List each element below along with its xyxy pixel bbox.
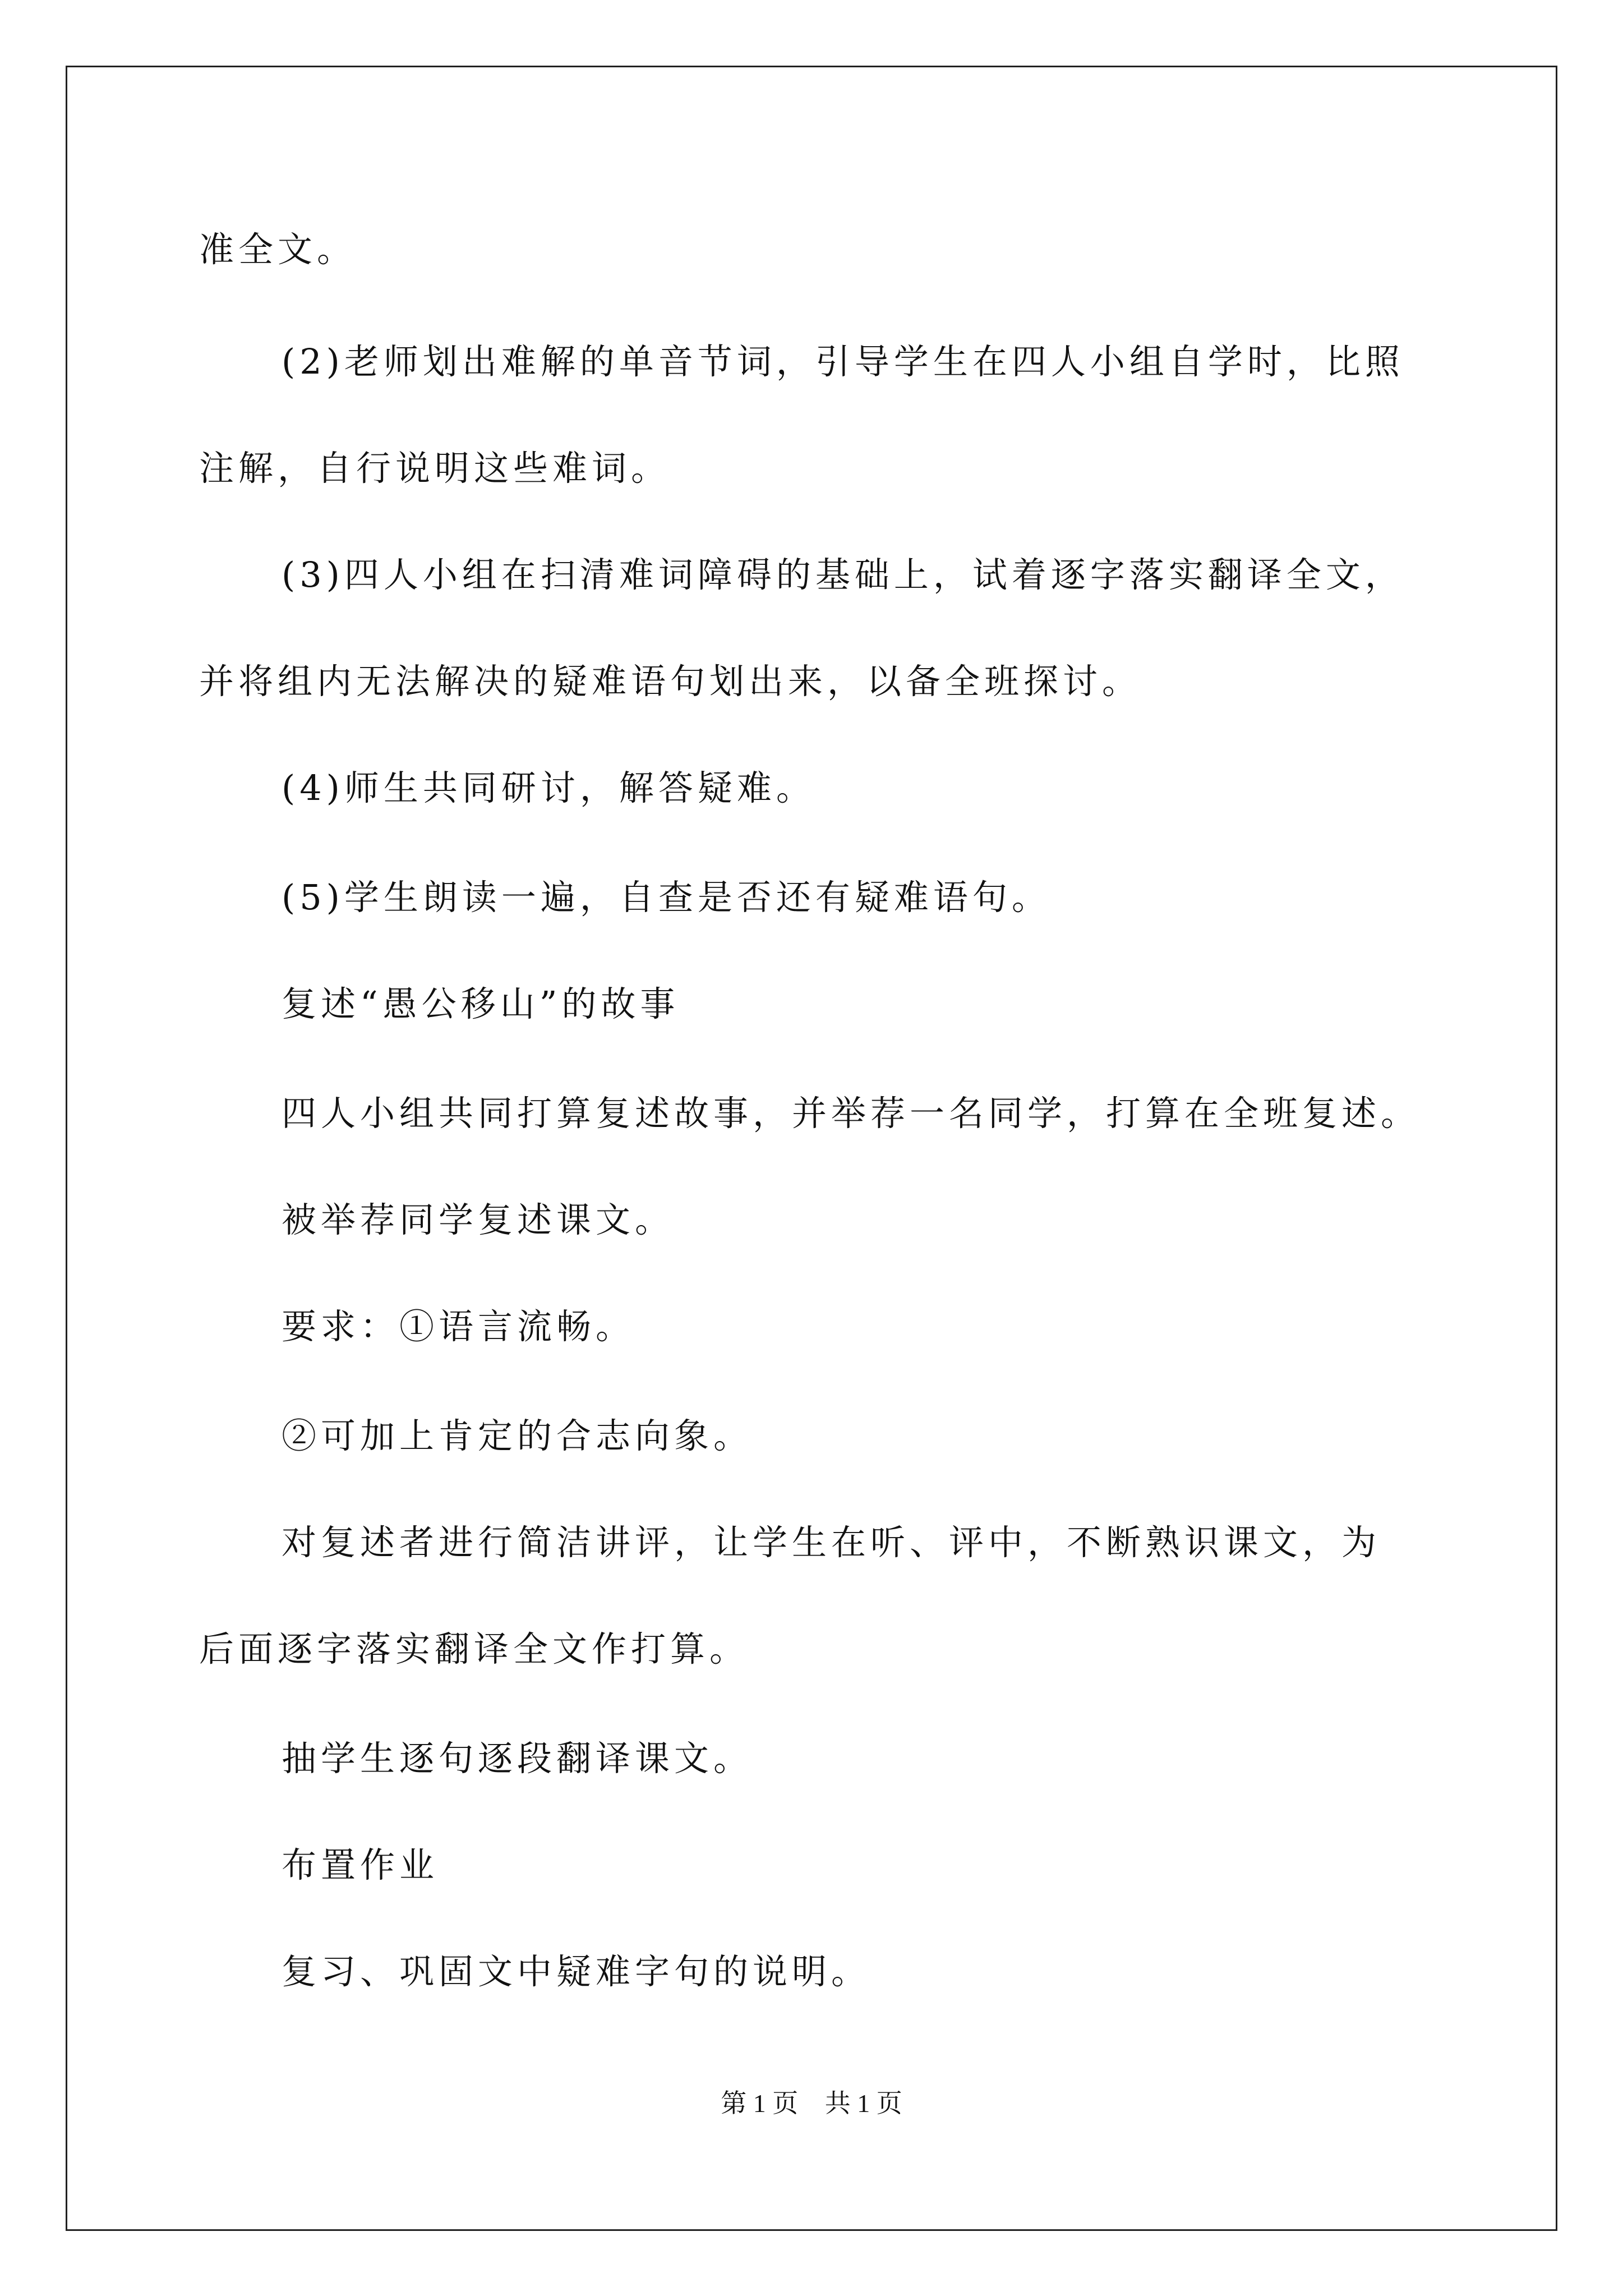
- page-number-total: 共 1 页: [824, 2089, 902, 2118]
- text-line: 注解，自行说明这些难词。: [199, 448, 671, 489]
- text-line: 后面逐字落实翻译全文作打算。: [199, 1628, 749, 1669]
- text-line: 复习、巩固文中疑难字句的说明。: [282, 1951, 871, 1992]
- text-line: 要求：①语言流畅。: [282, 1306, 635, 1347]
- text-line: 被举荐同学复述课文。: [282, 1199, 675, 1240]
- text-line: 并将组内无法解决的疑难语句划出来，以备全班探讨。: [199, 661, 1142, 702]
- text-line: 复述“愚公移山”的故事: [282, 983, 680, 1024]
- text-line: (4)师生共同研讨，解答疑难。: [282, 767, 815, 808]
- text-line: 抽学生逐句逐段翻译课文。: [282, 1738, 753, 1779]
- page-border: [66, 66, 1557, 2231]
- text-line: ②可加上肯定的合志向象。: [282, 1415, 753, 1456]
- text-line: 布置作业: [282, 1844, 439, 1885]
- text-line: 准全文。: [199, 229, 357, 270]
- text-line: 对复述者进行简洁讲评，让学生在听、评中，不断熟识课文，为: [282, 1522, 1381, 1563]
- text-line: (2)老师划出难解的单音节词，引导学生在四人小组自学时，比照: [282, 341, 1404, 382]
- text-line: (5)学生朗读一遍，自查是否还有疑难语句。: [282, 877, 1051, 918]
- text-line: (3)四人小组在扫清难词障碍的基础上，试着逐字落实翻译全文，: [282, 554, 1404, 595]
- text-line: 四人小组共同打算复述故事，并举荐一名同学，打算在全班复述。: [282, 1093, 1421, 1134]
- page-footer: [0, 2087, 1623, 2120]
- page-number-current: 第 1 页: [721, 2089, 799, 2118]
